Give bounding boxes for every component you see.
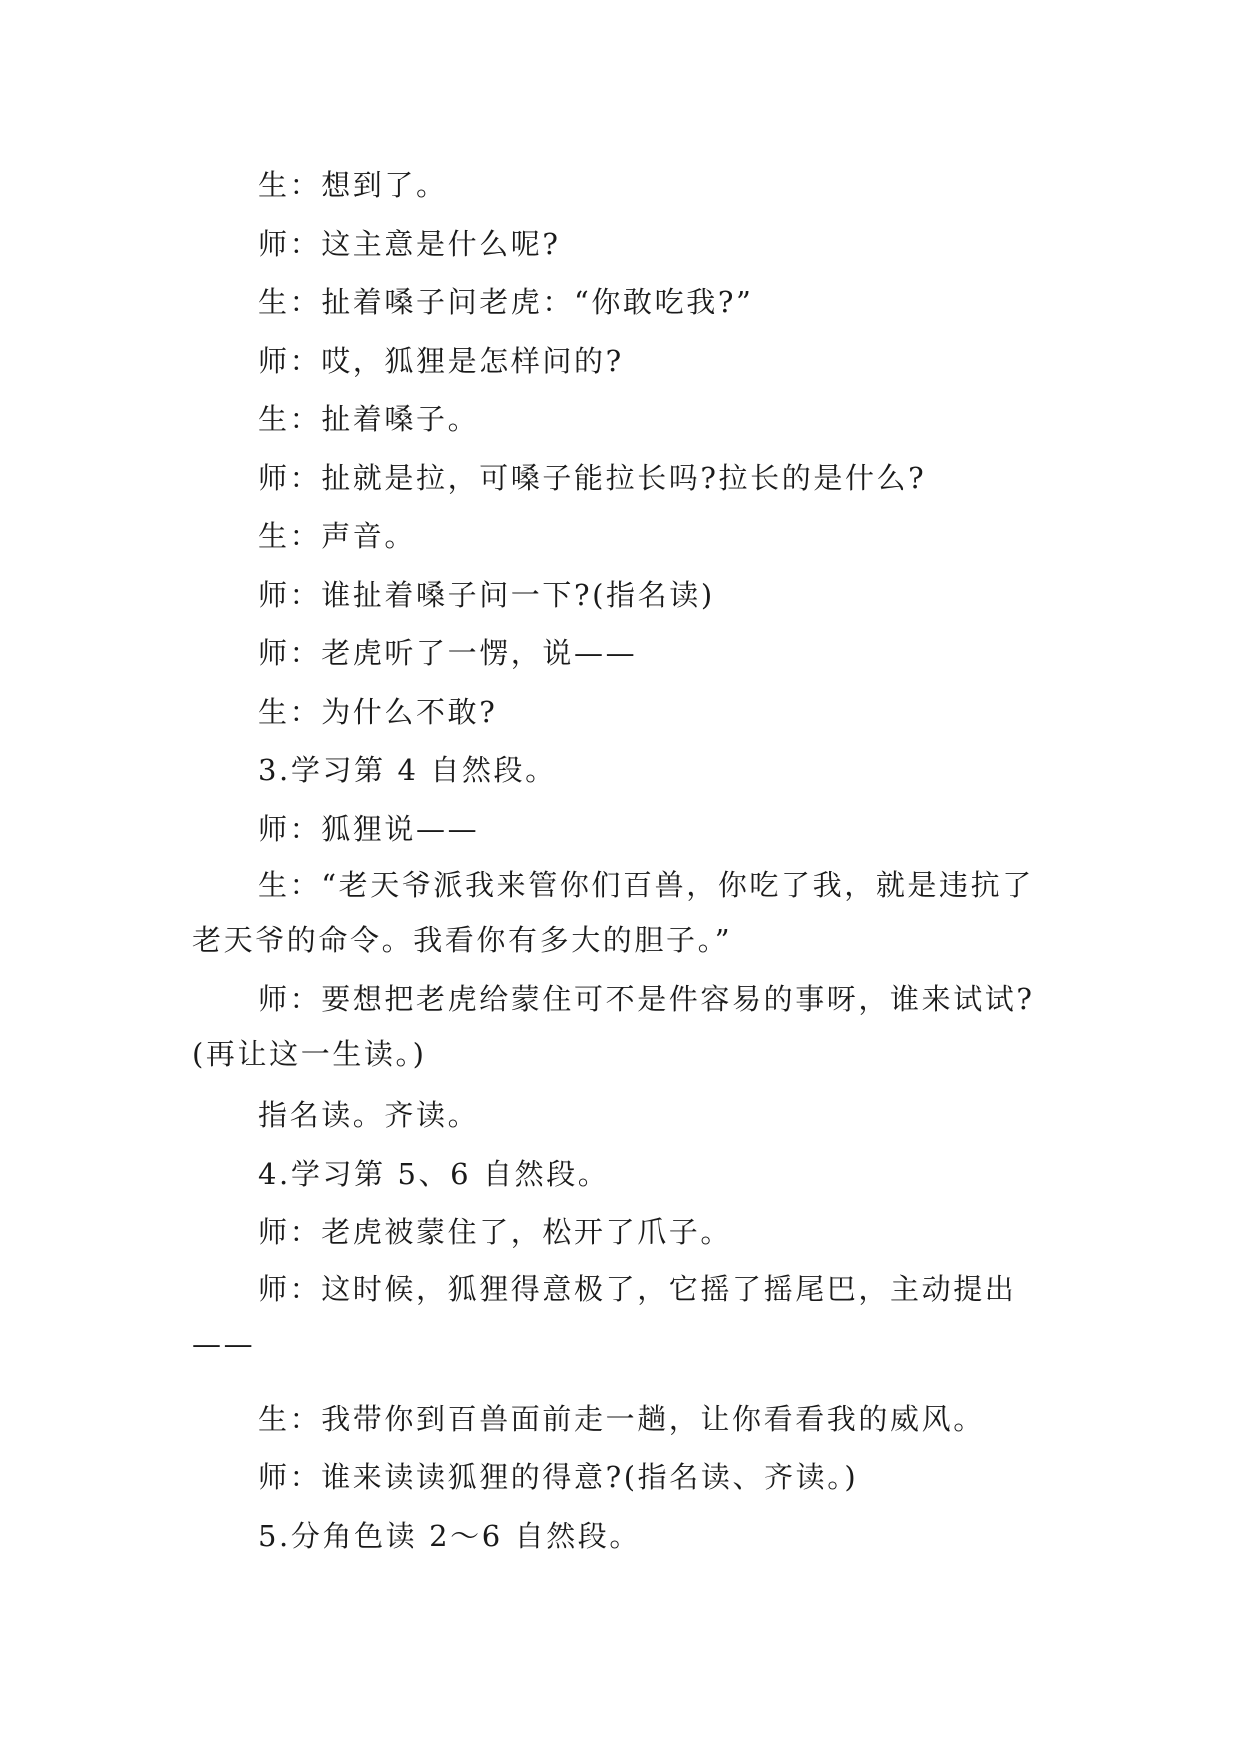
- paragraph: 师：扯就是拉，可嗓子能拉长吗?拉长的是什么?: [258, 460, 927, 495]
- paragraph: 生：“老天爷派我来管你们百兽，你吃了我，就是违抗了老天爷的命令。我看你有多大的胆子。”: [192, 868, 1034, 957]
- paragraph: 生：扯着嗓子。: [258, 402, 480, 436]
- section-heading: 5.分角色读 2～6 自然段。: [258, 1518, 642, 1553]
- paragraph: 师：老虎被蒙住了，松开了爪子。: [258, 1215, 733, 1249]
- lesson-transcript: [192, 156, 1054, 1565]
- paragraph: 师：谁扯着嗓子问一下?(指名读): [258, 577, 715, 612]
- paragraph: 师：谁来读读狐狸的得意?(指名读、齐读。): [258, 1460, 859, 1494]
- paragraph: 生：为什么不敢?: [258, 694, 498, 729]
- paragraph: 师：这主意是什么呢?: [258, 226, 561, 261]
- paragraph: 师：老虎听了一愣，说——: [258, 636, 638, 670]
- section-heading: 3.学习第 4 自然段。: [258, 753, 557, 787]
- paragraph: 指名读。齐读。: [258, 1098, 480, 1132]
- paragraph: 师：这时候，狐狸得意极了，它摇了摇尾巴，主动提出——: [192, 1271, 1017, 1361]
- paragraph: 师：要想把老虎给蒙住可不是件容易的事呀，谁来试试?(再让这一生读。): [192, 982, 1035, 1071]
- paragraph: 师：狐狸说——: [258, 811, 480, 846]
- paragraph: 师：哎，狐狸是怎样问的?: [258, 343, 624, 378]
- paragraph: 生：我带你到百兽面前走一趟，让你看看我的威风。: [258, 1401, 985, 1436]
- paragraph: 生：扯着嗓子问老虎：“你敢吃我?”: [258, 285, 754, 319]
- paragraph: 生：声音。: [258, 519, 417, 553]
- section-heading: 4.学习第 5、6 自然段。: [258, 1156, 610, 1191]
- paragraph: 生：想到了。: [258, 168, 448, 202]
